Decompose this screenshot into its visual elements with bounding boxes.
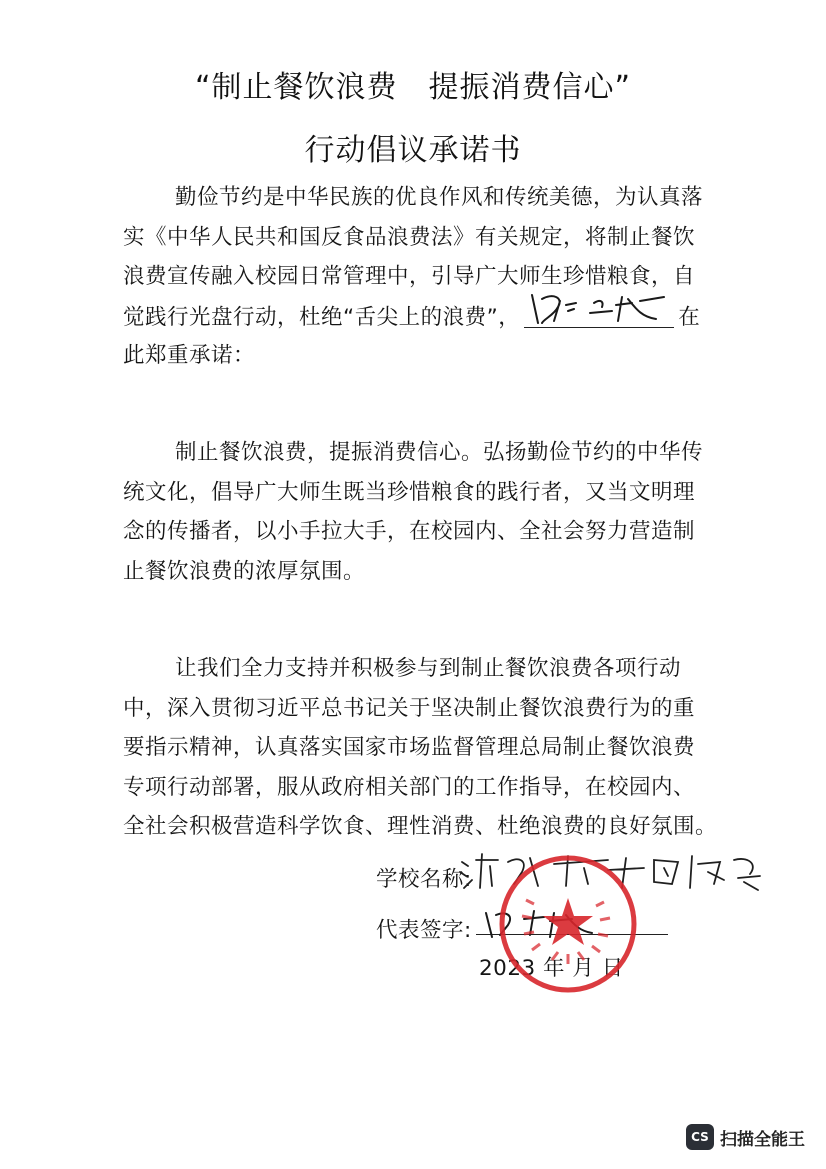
paragraph-2-line: 止餐饮浪费的浓厚氛围。 xyxy=(123,558,366,584)
paragraph-3-line: 让我们全力支持并积极参与到制止餐饮浪费各项行动 xyxy=(175,656,682,681)
date-line: 2023 年 月 日 xyxy=(479,956,624,981)
official-seal xyxy=(496,852,640,1000)
school-name-label: 学校名称: xyxy=(376,867,472,892)
paragraph-3-line: 全社会积极营造科学饮食、理性消费、杜绝浪费的良好氛围。 xyxy=(123,814,718,839)
paragraph-3-line: 专项行动部署，服从政府相关部门的工作指导，在校园内、 xyxy=(123,774,696,800)
scanner-watermark xyxy=(686,1122,805,1152)
paragraph-2-line: 统文化，倡导广大师生既当珍惜粮食的践行者，又当文明理 xyxy=(123,479,696,505)
paragraph-2-line: 念的传播者，以小手拉大手，在校园内、全社会努力营造制 xyxy=(123,519,696,544)
document-title-line1: “制止餐饮浪费 提振消费信心” xyxy=(194,70,632,105)
paragraph-3-line: 中，深入贯彻习近平总书记关于坚决制止餐饮浪费行为的重 xyxy=(123,695,696,721)
paragraph-3 xyxy=(123,649,718,847)
inline-signature xyxy=(524,297,674,328)
paragraph-1-line: 勤俭节约是中华民族的优良作风和传统美德，为认真落 xyxy=(175,185,704,210)
document-title-line2: 行动倡议承诺书 xyxy=(304,133,522,168)
paragraph-2-line: 制止餐饮浪费，提振消费信心。弘扬勤俭节约的中华传 xyxy=(175,440,704,465)
paragraph-1-line4-text: 觉践行光盘行动，杜绝“舌尖上的浪费”， xyxy=(123,304,521,330)
camscanner-logo-icon: CS xyxy=(686,1124,714,1150)
paragraph-1-line: 实《中华人民共和国反食品浪费法》有关规定，将制止餐饮 xyxy=(123,224,696,250)
paragraph-1-line: 浪费宣传融入校园日常管理中，引导广大师生珍惜粮食，自 xyxy=(123,264,696,289)
paragraph-3-line: 要指示精神，认真落实国家市场监督管理总局制止餐饮浪费 xyxy=(123,735,696,760)
representative-signature-label: 代表签字: xyxy=(376,918,472,943)
paragraph-1-line4-end: 在 xyxy=(678,304,701,330)
paragraph-1 xyxy=(123,178,715,376)
paragraph-2 xyxy=(123,433,715,591)
paragraph-1-line: 此郑重承诺： xyxy=(123,343,256,368)
scanner-app-name: 扫描全能王 xyxy=(720,1129,805,1150)
paragraph-1-line-with-signature xyxy=(123,297,715,337)
